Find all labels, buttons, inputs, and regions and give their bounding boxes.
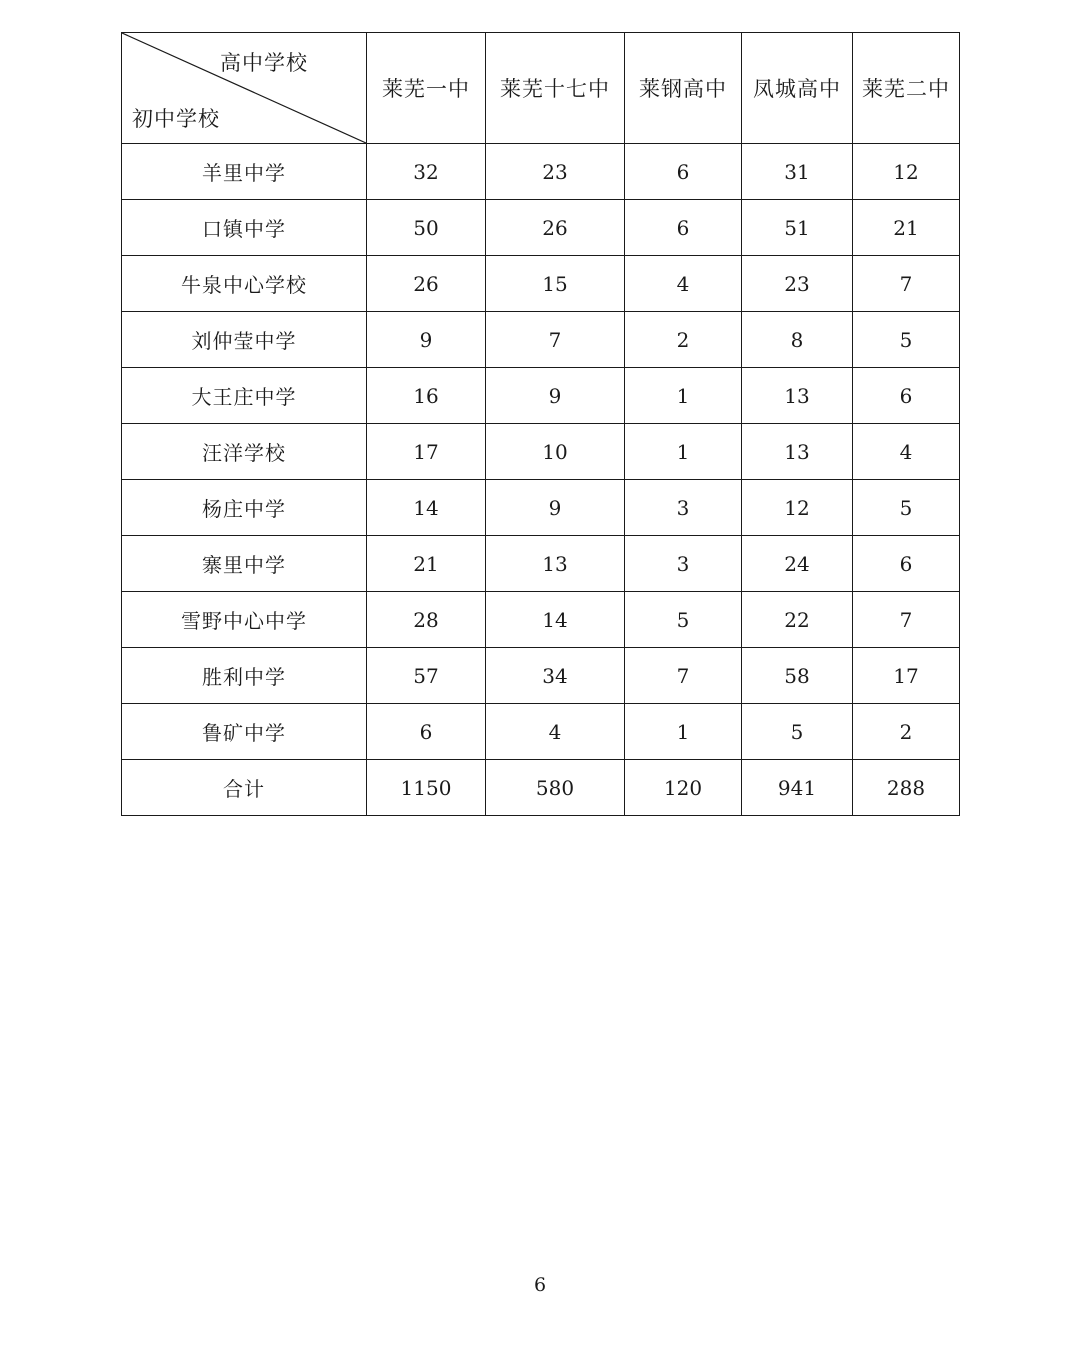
table-cell: 23: [742, 256, 853, 312]
table-header-row: [122, 33, 960, 144]
table-cell: 21: [367, 536, 486, 592]
table-cell: 7: [853, 256, 960, 312]
table-cell: 17: [367, 424, 486, 480]
table-cell: 1: [625, 704, 742, 760]
table-cell: 28: [367, 592, 486, 648]
column-header: 莱钢高中: [625, 33, 742, 144]
table-cell: 7: [625, 648, 742, 704]
row-school-name: 雪野中心中学: [122, 592, 367, 648]
table-cell: 5: [853, 312, 960, 368]
table-cell: 34: [486, 648, 625, 704]
row-school-name: 合计: [122, 760, 367, 816]
table-cell: 7: [853, 592, 960, 648]
diagonal-header-cell: [122, 33, 367, 144]
row-school-name: 刘仲莹中学: [122, 312, 367, 368]
table-cell: 6: [625, 144, 742, 200]
table-cell: 5: [625, 592, 742, 648]
table-cell: 9: [367, 312, 486, 368]
table-row: [122, 592, 960, 648]
table-cell: 23: [486, 144, 625, 200]
table-cell: 17: [853, 648, 960, 704]
table-cell: 2: [853, 704, 960, 760]
table-cell: 16: [367, 368, 486, 424]
table-row: [122, 256, 960, 312]
table-cell: 15: [486, 256, 625, 312]
table-row: [122, 200, 960, 256]
table-cell: 57: [367, 648, 486, 704]
table-cell: 50: [367, 200, 486, 256]
page-number: 6: [533, 1274, 547, 1296]
table-cell: 14: [486, 592, 625, 648]
table-cell: 6: [625, 200, 742, 256]
table-cell: 288: [853, 760, 960, 816]
table-cell: 3: [625, 480, 742, 536]
allocation-table: [121, 32, 960, 816]
column-header: 莱芜二中: [853, 33, 960, 144]
table-cell: 32: [367, 144, 486, 200]
row-school-name: 牛泉中心学校: [122, 256, 367, 312]
table-cell: 6: [853, 536, 960, 592]
table-cell: 1: [625, 368, 742, 424]
row-school-name: 汪洋学校: [122, 424, 367, 480]
table-cell: 21: [853, 200, 960, 256]
table-cell: 1150: [367, 760, 486, 816]
table-row: [122, 536, 960, 592]
table-cell: 9: [486, 368, 625, 424]
table-row: [122, 368, 960, 424]
table-cell: 22: [742, 592, 853, 648]
table-cell: 4: [486, 704, 625, 760]
row-school-name: 口镇中学: [122, 200, 367, 256]
table-cell: 13: [486, 536, 625, 592]
row-school-name: 胜利中学: [122, 648, 367, 704]
table-cell: 12: [742, 480, 853, 536]
table-cell: 31: [742, 144, 853, 200]
table-row: [122, 648, 960, 704]
row-school-name: 大王庄中学: [122, 368, 367, 424]
row-axis-label: 初中学校: [132, 107, 220, 131]
table-cell: 4: [853, 424, 960, 480]
table-cell: 8: [742, 312, 853, 368]
table-row: [122, 312, 960, 368]
table-body: [122, 144, 960, 816]
column-axis-label: 高中学校: [220, 51, 308, 75]
table-cell: 5: [853, 480, 960, 536]
table-row: [122, 424, 960, 480]
table-cell: 13: [742, 368, 853, 424]
table-cell: 5: [742, 704, 853, 760]
row-school-name: 羊里中学: [122, 144, 367, 200]
table-cell: 26: [367, 256, 486, 312]
table-cell: 12: [853, 144, 960, 200]
table-cell: 6: [367, 704, 486, 760]
table-cell: 4: [625, 256, 742, 312]
table-cell: 10: [486, 424, 625, 480]
table-row: [122, 480, 960, 536]
row-school-name: 杨庄中学: [122, 480, 367, 536]
table-cell: 1: [625, 424, 742, 480]
table-cell: 6: [853, 368, 960, 424]
table-cell: 13: [742, 424, 853, 480]
table-row: [122, 704, 960, 760]
table-cell: 941: [742, 760, 853, 816]
column-header: 莱芜十七中: [486, 33, 625, 144]
table-cell: 14: [367, 480, 486, 536]
column-header: 莱芜一中: [367, 33, 486, 144]
table-cell: 9: [486, 480, 625, 536]
row-school-name: 鲁矿中学: [122, 704, 367, 760]
column-header: 凤城高中: [742, 33, 853, 144]
table-cell: 2: [625, 312, 742, 368]
table-cell: 120: [625, 760, 742, 816]
table-cell: 580: [486, 760, 625, 816]
table-row: [122, 144, 960, 200]
total-row: [122, 760, 960, 816]
table-cell: 7: [486, 312, 625, 368]
table-cell: 51: [742, 200, 853, 256]
table-cell: 58: [742, 648, 853, 704]
row-school-name: 寨里中学: [122, 536, 367, 592]
table-cell: 24: [742, 536, 853, 592]
table-cell: 26: [486, 200, 625, 256]
table-cell: 3: [625, 536, 742, 592]
